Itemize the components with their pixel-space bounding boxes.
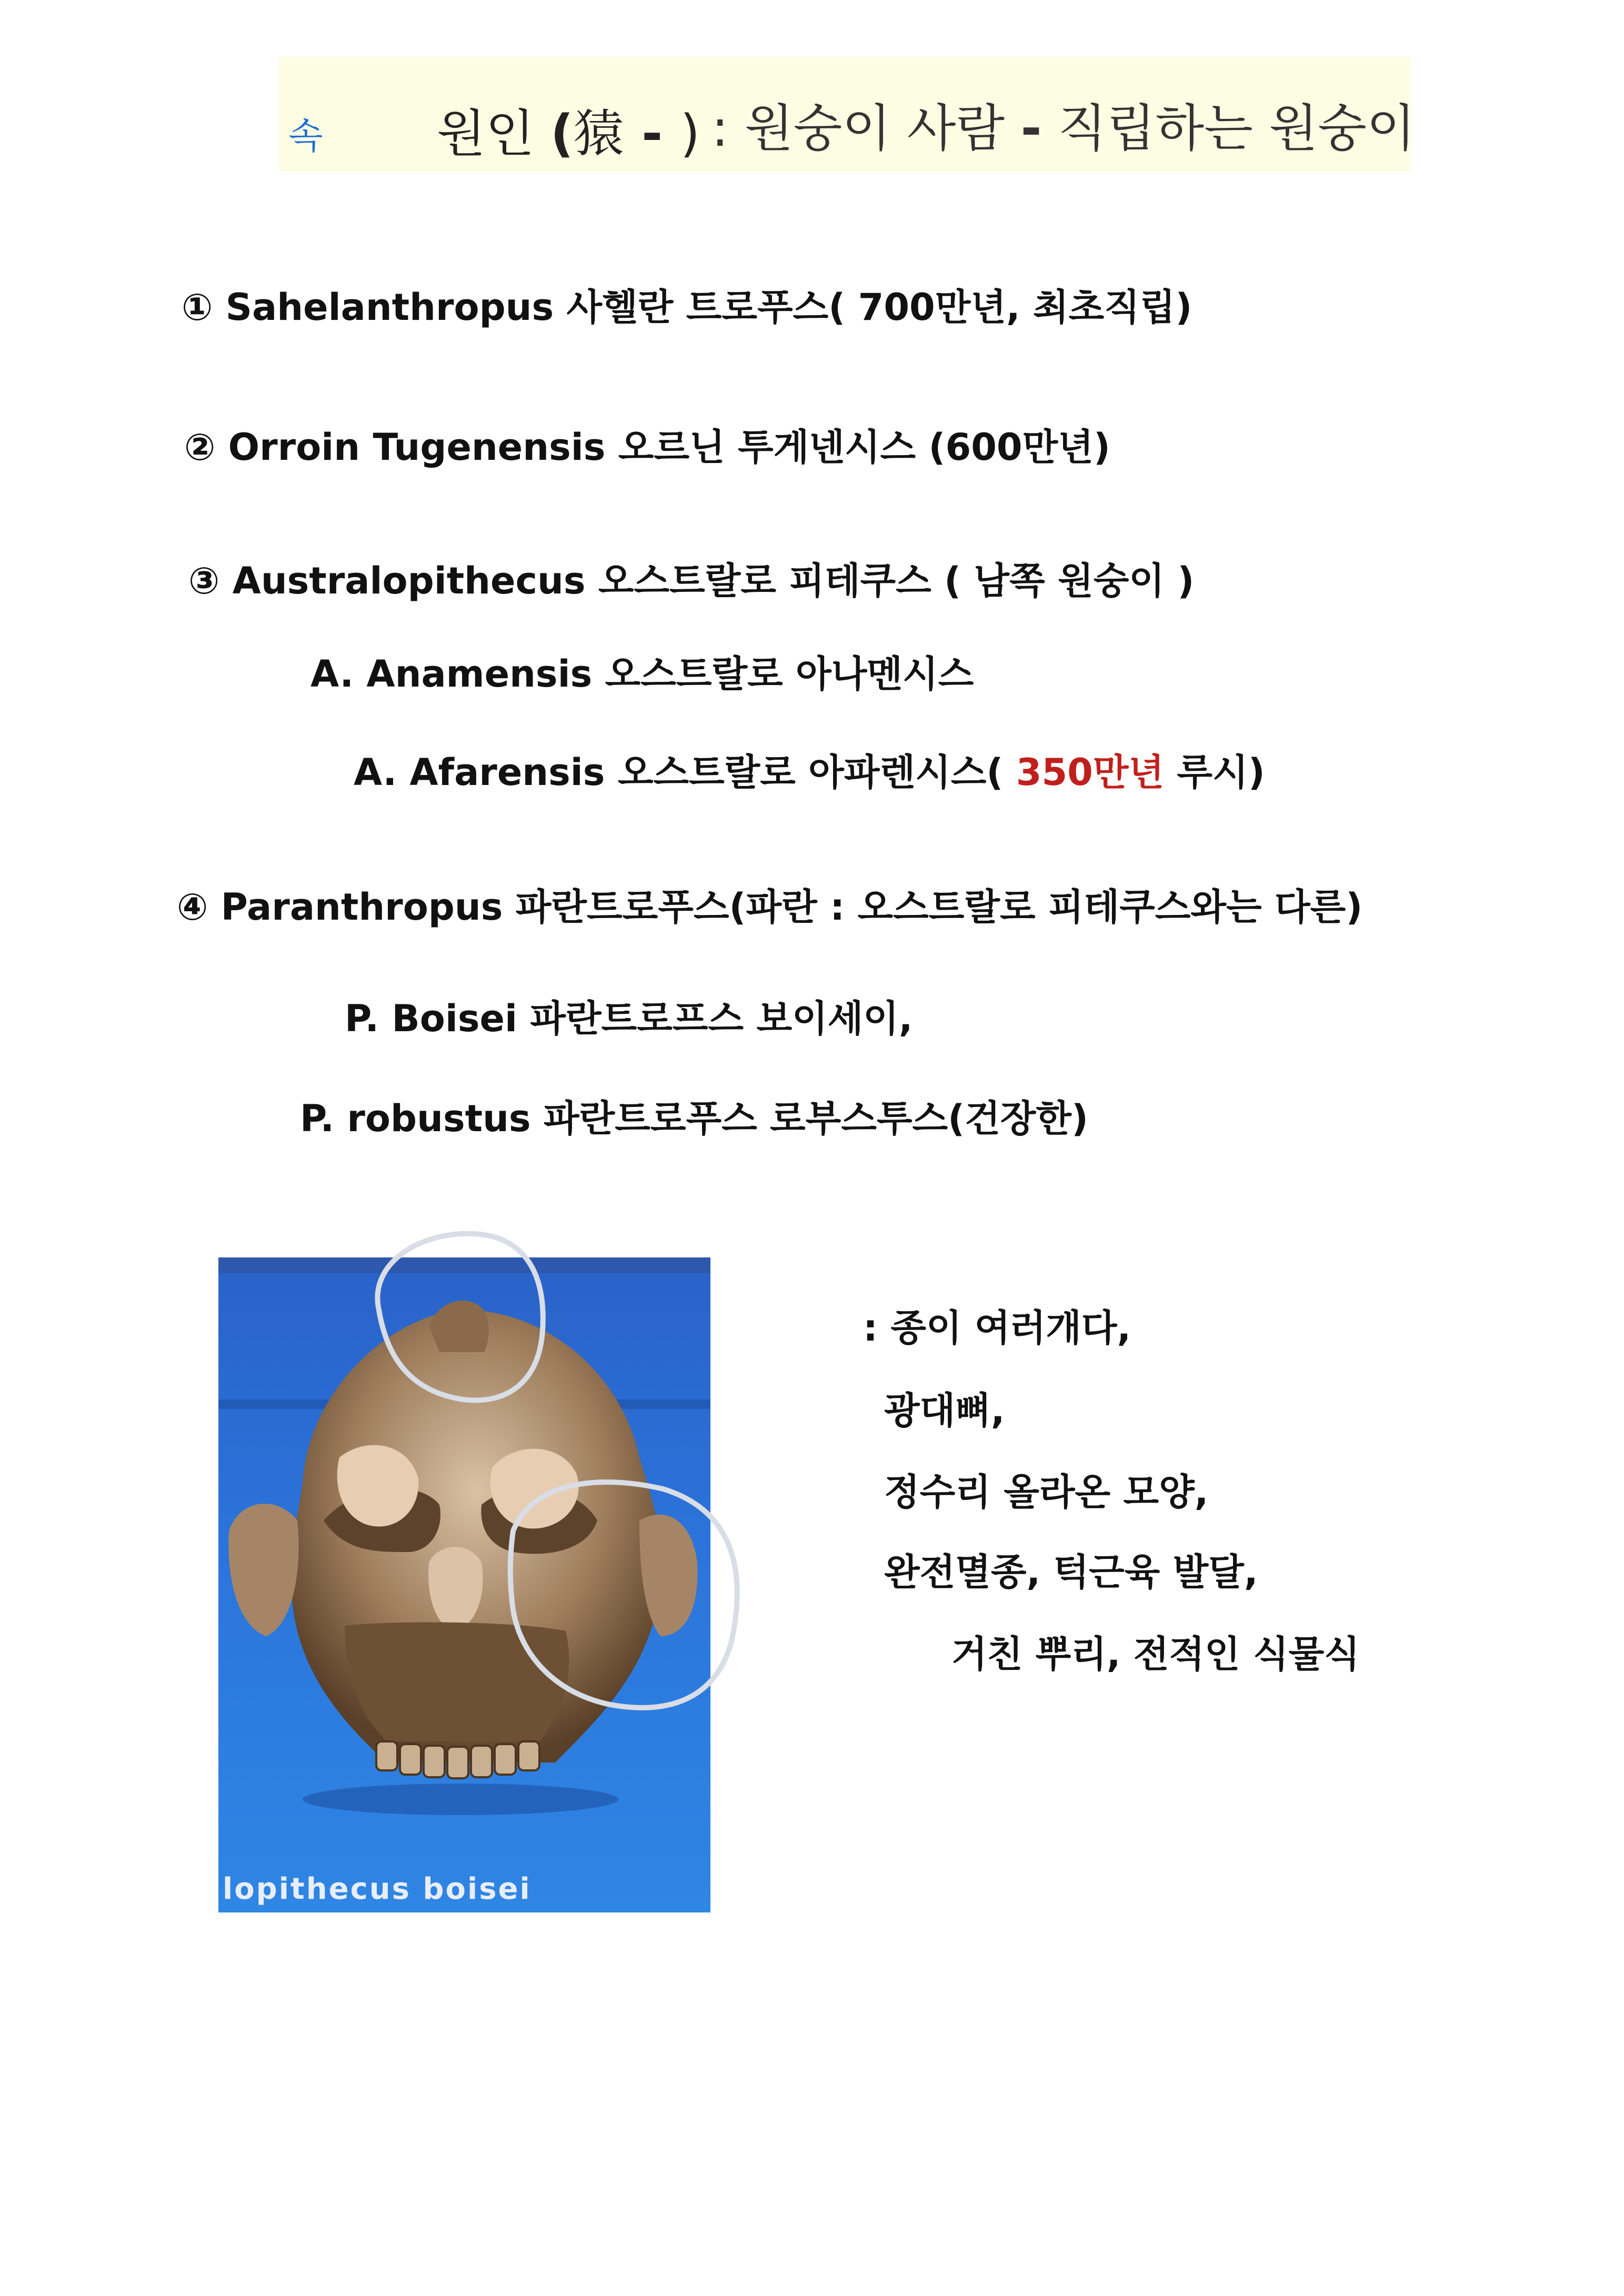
title-main: 원인 [437, 104, 550, 163]
note-line-3: 정수리 올라온 모양, [884, 1471, 1209, 1514]
title-paren-open: ( [550, 104, 574, 163]
circle-crest [377, 1234, 543, 1401]
title-hanja: 猿 [573, 104, 624, 163]
item-paranthropus: ④ Paranthropus 파란트로푸스(파란 : 오스트랄로 피테쿠스와는 다른) [177, 885, 1363, 929]
circle-cheek [510, 1482, 737, 1708]
item-anamensis: A. Anamensis 오스트랄로 아나멘시스 [310, 652, 974, 696]
note-line-1: : 종이 여러개다, [863, 1306, 1131, 1350]
item-sahelanthropus: ① Sahelanthropus 사헬란 트로푸스( 700만년, 최초직립) [182, 286, 1192, 329]
title-paren-close: ) [680, 104, 700, 163]
photo-caption: lopithecus boisei [223, 1872, 532, 1906]
afarensis-highlight: 350만년 [1016, 751, 1165, 794]
item-robustus: P. robustus 파란트로푸스 로부스투스(건장한) [300, 1097, 1088, 1140]
genus-marker: 속 [288, 116, 323, 157]
item-boisei: P. Boisei 파란트로프스 보이세이, [345, 997, 913, 1040]
note-line-5: 거친 뿌리, 전적인 식물식 [951, 1633, 1360, 1676]
afarensis-text-before: A. Afarensis 오스트랄로 아파렌시스( [354, 751, 1016, 794]
title-dash: - [624, 104, 680, 163]
afarensis-text-after: 루시) [1164, 751, 1265, 794]
note-line-4: 완전멸종, 턱근육 발달, [884, 1550, 1258, 1594]
desc-dash: - [1020, 99, 1042, 158]
desc-part1: : 원숭이 사람 [711, 99, 1021, 158]
item-australopithecus: ③ Australopithecus 오스트랄로 피테쿠스 ( 남쪽 원숭이 ) [188, 559, 1195, 602]
item-orrorin: ② Orroin Tugenensis 오르닌 투게넨시스 (600만년) [184, 426, 1110, 469]
note-line-2: 광대뼈, [884, 1389, 1005, 1432]
desc-part2: 직립하는 원숭이 [1041, 99, 1416, 158]
